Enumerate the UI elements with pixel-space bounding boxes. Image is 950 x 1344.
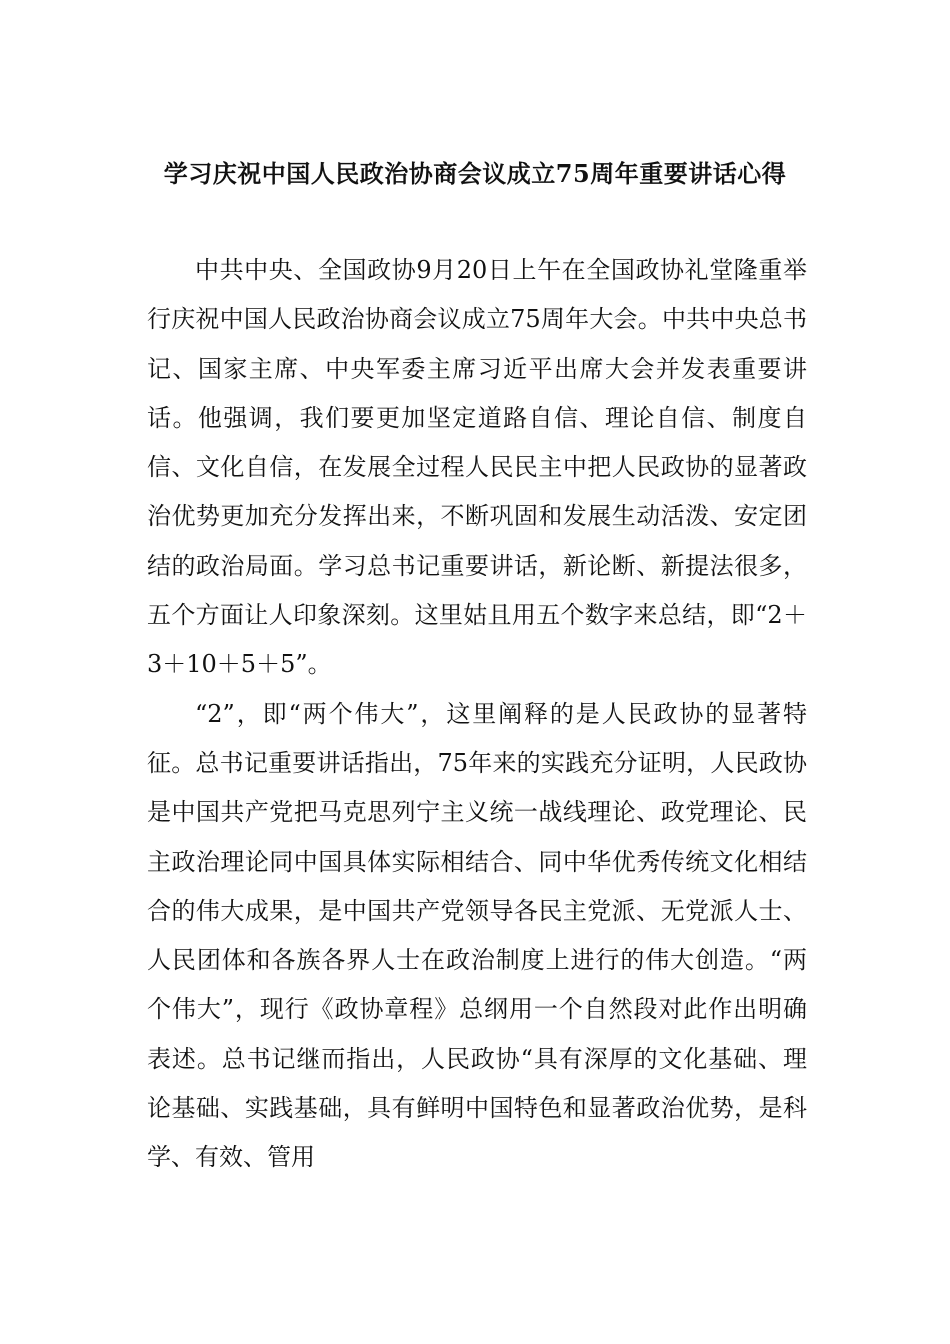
paragraph-1: 中共中央、全国政协9月20日上午在全国政协礼堂隆重举行庆祝中国人民政治协商会议成立75周年大会。中共中央总书记、国家主席、中央军委主席习近平出席大会并发表重要讲话。他强调，我们要更加坚定道路自信、理论自信、制度自信、文化自信，在发展全过程人民民主中把人民政协的显著政治优势更加充分发挥出来，不断巩固和发展生动活泼、安定团结的政治局面。学习总书记重要讲话，新论断、新提法很多，五个方面让人印象深刻。这里姑且用五个数字来总结，即“2＋3＋10＋5＋5”。: [147, 256, 807, 679]
paragraph-2: “2”，即“两个伟大”，这里阐释的是人民政协的显著特征。总书记重要讲话指出，75年来的实践充分证明，人民政协是中国共产党把马克思列宁主义统一战线理论、政党理论、民主政治理论同中国具体实际相结合、同中华优秀传统文化相结合的伟大成果，是中国共产党领导各民主党派、无党派人士、人民团体和各族各界人士在政治制度上进行的伟大创造。“两个伟大”，现行《政协章程》总纲用一个自然段对此作出明确表述。总书记继而指出，人民政协“具有深厚的文化基础、理论基础、实践基础，具有鲜明中国特色和显著政治优势，是科学、有效、管用: [147, 699, 807, 1172]
document-body: [147, 246, 807, 1183]
document-title: 学习庆祝中国人民政治协商会议成立75周年重要讲话心得: [163, 159, 787, 188]
